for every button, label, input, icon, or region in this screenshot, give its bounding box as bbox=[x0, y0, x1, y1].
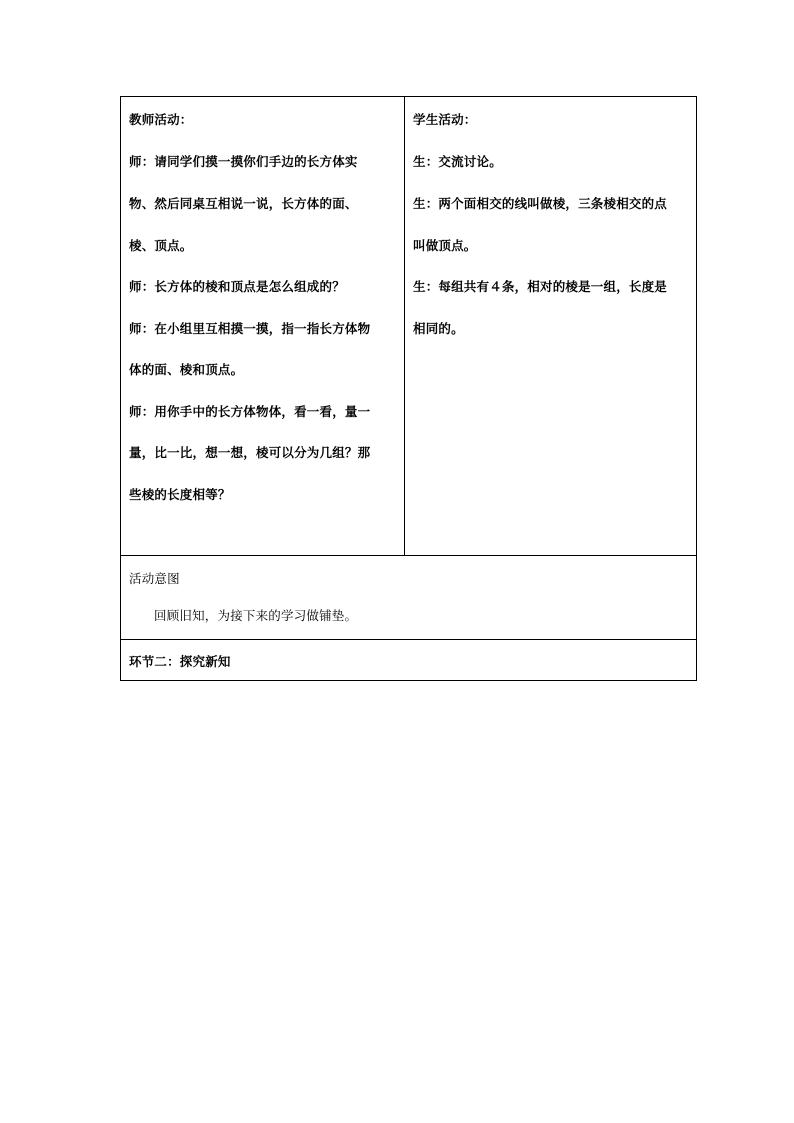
teacher-line: 物、然后同桌互相说一说，长方体的面、 bbox=[129, 196, 358, 211]
activity-intent-heading: 活动意图 bbox=[129, 571, 180, 586]
teacher-line: 些棱的长度相等？ bbox=[129, 487, 231, 502]
teacher-line: 师：长方体的棱和顶点是怎么组成的？ bbox=[129, 279, 345, 294]
teacher-activity-cell bbox=[121, 97, 405, 555]
student-activity-cell bbox=[405, 97, 696, 555]
activity-intent-text: 回顾旧知，为接下来的学习做铺垫。 bbox=[154, 608, 358, 623]
activity-intent-cell bbox=[121, 555, 696, 639]
teacher-line: 棱、顶点。 bbox=[129, 238, 193, 253]
section-title: 环节二：探究新知 bbox=[129, 654, 231, 669]
teacher-line: 量，比一比，想一想，棱可以分为几组？那 bbox=[129, 445, 371, 460]
teacher-line: 师：用你手中的长方体物体，看一看，量一 bbox=[129, 404, 371, 419]
student-line: 叫做顶点。 bbox=[413, 238, 477, 253]
teacher-line: 体的面、棱和顶点。 bbox=[129, 362, 244, 377]
student-line: 生：每组共有４条，相对的棱是一组，长度是 bbox=[413, 279, 668, 294]
student-line: 生：交流讨论。 bbox=[413, 154, 502, 169]
student-line: 生：两个面相交的线叫做棱，三条棱相交的点 bbox=[413, 196, 668, 211]
teacher-line: 师：请同学们摸一摸你们手边的长方体实 bbox=[129, 154, 358, 169]
student-line: 相同的。 bbox=[413, 321, 464, 336]
teacher-activity-heading: 教师活动： bbox=[129, 112, 193, 127]
teacher-line: 师：在小组里互相摸一摸，指一指长方体物 bbox=[129, 321, 371, 336]
section-title-cell bbox=[121, 639, 696, 681]
lesson-table bbox=[120, 96, 697, 681]
student-activity-heading: 学生活动： bbox=[413, 112, 477, 127]
